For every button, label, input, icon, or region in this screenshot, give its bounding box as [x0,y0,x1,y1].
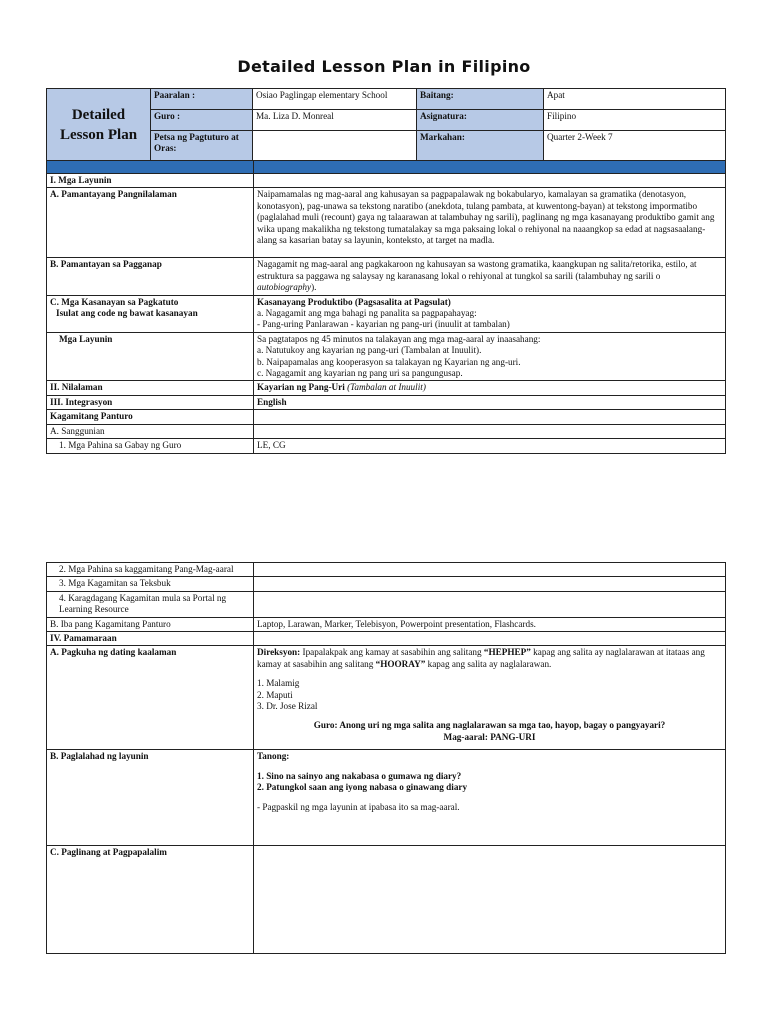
layunin-value: Sa pagtatapos ng 45 minutos na talakayan ang mga mag-aaral ay inaasahang: a. Natutukoy ang kayarian ng pang-uri (Tambalan at Inuulit). b. Naipapamalas ang kooperasyon sa talakayan ng Kayarian ng ang-uri. c. Nagagamit ang kayarian ng pang uri sa pangungusap. [254,332,726,381]
header-table [46,88,726,161]
petsa-label: Petsa ng Pagtuturo at Oras: [154,132,239,154]
pamantayang-pangnilalaman-label: A. Pamantayang Pangnilalaman [50,189,177,200]
paaralan-value: Osiao Paglingap elementary School [253,89,417,110]
paglalahad-label: B. Paglalahad ng layunin [50,751,149,762]
integrasyon-value: English [257,396,287,407]
asignatura-value: Filipino [544,110,726,131]
pamamaraan-label: IV. Pamamaraan [50,633,117,644]
guro-question: Guro: Anong uri ng mga salita ang naglalarawan sa mga tao, hayop, bagay o pangyayari? [313,720,666,731]
petsa-value [253,131,417,161]
kagamitang-label: Kagamitang Panturo [50,411,133,422]
iba-pang-kagamitan-value: Laptop, Larawan, Marker, Telebisyon, Powerpoint presentation, Flashcards. [254,617,726,631]
gabay-value: LE, CG [254,439,726,453]
pagkuha-label: A. Pagkuha ng dating kaalaman [50,647,177,658]
lesson-table-bottom [46,562,726,954]
baitang-value: Apat [544,89,726,110]
paaralan-label: Paaralan : [154,90,196,100]
pamantayang-pangnilalaman-value: Naipamamalas ng mag-aaral ang kahusayan sa pagpapalawak ng bokabularyo, kamalayan sa gramatika (denotasyon, konotasyon), pag-unawa sa tekstong naratibo (anekdota, tulang pambata, at kuwentong-bayan) at tekstong impormatibo (paglalahad muli (recount) gaya ng talaarawan at talambuhay ng sarili), paglinang ng mga kasanayang produktibo gamit ang wika upang makalikha ng tekstong tumatalakay sa mga paksaing lokal o rehiyonal na naaangkop sa edad at nagsasaalang-alang sa kasarian batay sa layunin, konteksto, at target na madla. [254,188,726,258]
markahan-label: Markahan: [420,132,465,142]
guro-label: Guro : [154,111,181,121]
asignatura-label: Asignatura: [420,111,467,121]
page-title: Detailed Lesson Plan in Filipino [237,57,531,76]
iba-pang-kagamitan-label: B. Iba pang Kagamitang Panturo [47,617,254,631]
markahan-value: Quarter 2-Week 7 [544,131,726,161]
paglinang-label: C. Paglinang at Pagpapalalim [50,847,167,858]
paglalahad-value: Tanong: 1. Sino na sainyo ang nakabasa o gumawa ng diary? 2. Patungkol saan ang iyong nabasa o ginawang diary - Pagpaskil ng mga layunin at ipabasa ito sa mag-aaral. [254,750,726,846]
magaaral-answer: Mag-aaral: PANG-URI [443,731,536,742]
nilalaman-value: Kayarian ng Pang-Uri (Tambalan at Inuulit) [254,381,726,395]
sanggunian-label: A. Sanggunian [47,424,254,438]
integrasyon-label: III. Integrasyon [50,396,113,407]
pagkuha-value: Direksyon: Ipapalakpak ang kamay at sasabihin ang salitang “HEPHEP” kapag ang salita ay naglalarawan at itataas ang kamay at sasabihin ang salitang “HOORAY” kapag ang salita ay naglalarawan. 1. Malamig 2. Maputi 3. Dr. Jose Rizal Guro: Anong uri ng mga salita ang naglalarawan sa mga tao, hayop, bagay o pangyayari? Mag-aaral: PANG-URI [254,646,726,750]
baitang-label: Baitang: [420,90,454,100]
blue-divider [47,161,726,174]
lesson-table-top [46,160,726,454]
detailed-lesson-plan-label: Detailed Lesson Plan [47,89,151,161]
pamantayan-pagganap-value: Nagagamit ng mag-aaral ang pagkakaroon ng kahusayan sa wastong gramatika, kaangkupan ng salita/retorika, estilo, at estruktura sa paggawa ng salaysay ng karanasang lokal o rehiyonal at tungkol sa sarili (talambuhay ng sarili o autobiography). [254,258,726,295]
mga-layunin-heading: I. Mga Layunin [50,175,112,185]
gabay-label: 1. Mga Pahina sa Gabay ng Guro [47,439,254,453]
kasanayan-value: Kasanayang Produktibo (Pagsasalita at Pagsulat) a. Nagagamit ang mga bahagi ng panalita sa pagpapahayag: - Pang-uring Panlarawan - kayarian ng pang-uri (inuulit at tambalan) [254,295,726,332]
kasanayan-label: C. Mga Kasanayan sa Pagkatuto Isulat ang code ng bawat kasanayan [47,295,254,332]
teksbuk-label: 3. Mga Kagamitan sa Teksbuk [47,577,254,591]
item-malamig: 1. Malamig [257,678,300,689]
nilalaman-label: II. Nilalaman [50,382,103,393]
pamantayan-pagganap-label: B. Pamantayan sa Pagganap [50,259,162,270]
portal-label: 4. Karagdagang Kagamitan mula sa Portal ng Learning Resource [47,591,254,617]
item-maputi: 2. Maputi [257,689,293,700]
pang-mag-aaral-label: 2. Mga Pahina sa kaggamitang Pang-Mag-aaral [47,563,254,577]
item-rizal: 3. Dr. Jose Rizal [257,701,318,712]
guro-value: Ma. Liza D. Monreal [253,110,417,131]
layunin-label: Mga Layunin [59,333,113,344]
